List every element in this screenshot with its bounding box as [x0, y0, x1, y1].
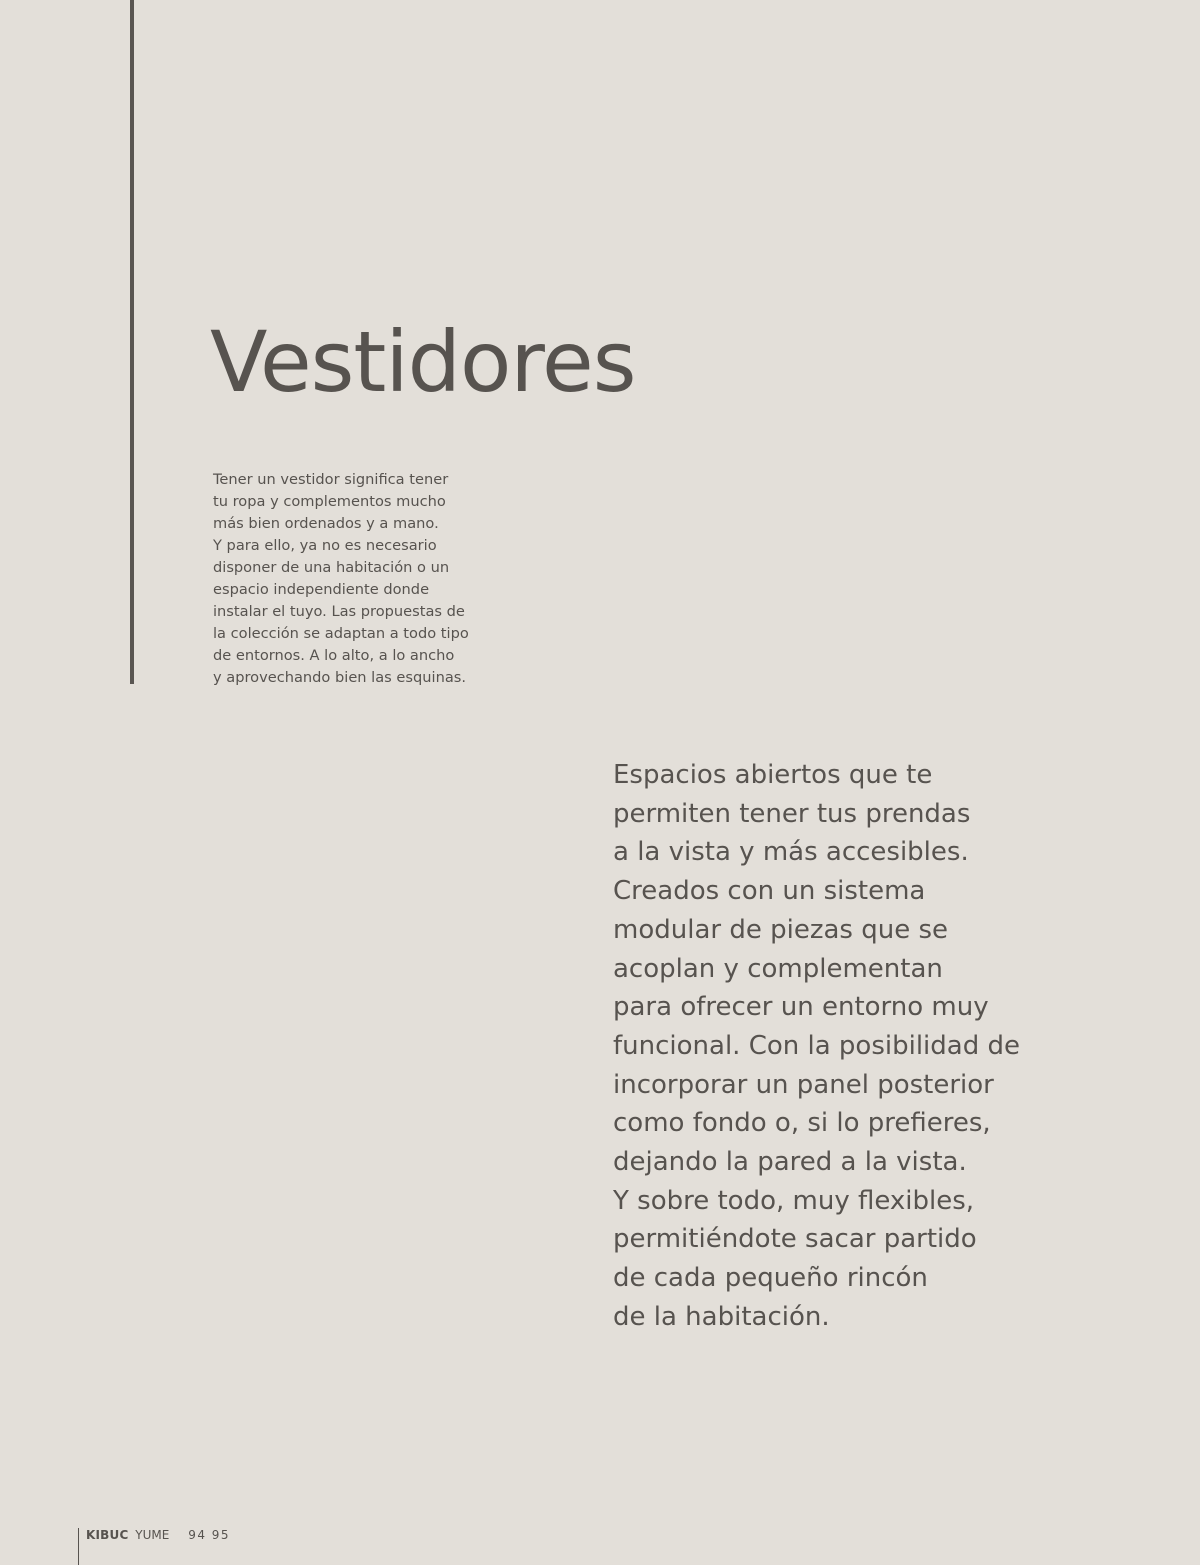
body-line: permitiéndote sacar partido	[613, 1224, 977, 1255]
intro-line: la colección se adaptan a todo tipo	[213, 625, 469, 642]
body-line: funcional. Con la posibilidad de	[613, 1030, 1020, 1061]
body-line: incorporar un panel posterior	[613, 1069, 994, 1100]
page-footer	[78, 1528, 230, 1565]
footer-collection: YUME	[135, 1528, 170, 1542]
intro-line: de entornos. A lo alto, a lo ancho	[213, 647, 455, 664]
intro-paragraph	[213, 469, 469, 689]
intro-line: Tener un vestidor significa tener	[213, 471, 449, 488]
footer-brand: KIBUC	[86, 1528, 129, 1542]
body-line: modular de piezas que se	[613, 914, 948, 945]
body-line: Espacios abiertos que te	[613, 760, 933, 790]
intro-line: más bien ordenados y a mano.	[213, 515, 439, 532]
body-paragraph	[613, 756, 1020, 1337]
body-line: acoplan y complementan	[613, 953, 943, 984]
vertical-rule	[130, 0, 134, 684]
body-line: permiten tener tus prendas	[613, 798, 971, 829]
intro-line: Y para ello, ya no es necesario	[213, 537, 437, 554]
body-line: Y sobre todo, muy flexibles,	[613, 1185, 975, 1216]
body-line: a la vista y más accesibles.	[613, 837, 969, 868]
intro-line: disponer de una habitación o un	[213, 559, 450, 576]
body-line: Creados con un sistema	[613, 876, 926, 907]
body-line: como fondo o, si lo prefieres,	[613, 1108, 991, 1139]
body-line: de cada pequeño rincón	[613, 1263, 928, 1294]
page-numbers: 94 95	[188, 1528, 231, 1542]
body-line: de la habitación.	[613, 1301, 830, 1332]
intro-line: tu ropa y complementos mucho	[213, 493, 446, 510]
intro-line: y aprovechando bien las esquinas.	[213, 669, 467, 686]
page-title: Vestidores	[210, 313, 636, 411]
intro-line: espacio independiente donde	[213, 581, 430, 598]
body-line: para ofrecer un entorno muy	[613, 992, 989, 1023]
intro-line: instalar el tuyo. Las propuestas de	[213, 603, 465, 620]
body-line: dejando la pared a la vista.	[613, 1147, 967, 1178]
